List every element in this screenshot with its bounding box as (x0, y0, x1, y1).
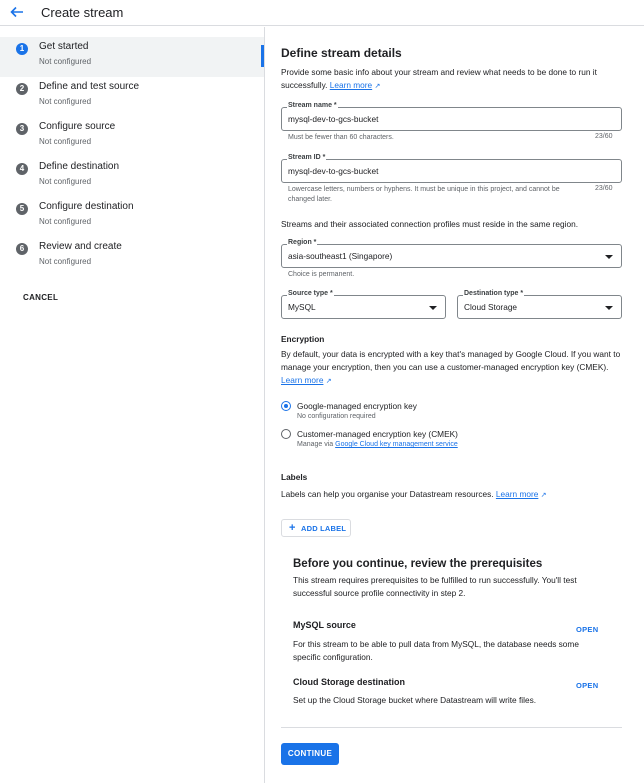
region-note: Streams and their associated connection profiles must reside in the same region. (281, 219, 578, 229)
step-title: Configure destination (39, 201, 134, 212)
stream-id-hint: Lowercase letters, numbers or hyphens. It must be unique in this project, and cannot be changed later. (288, 186, 560, 203)
region-value: asia-southeast1 (Singapore) (288, 251, 393, 261)
stream-id-value: mysql-dev-to-gcs-bucket (288, 166, 379, 176)
key-management-link[interactable]: Google Cloud key management service (335, 441, 458, 448)
encryption-heading: Encryption (281, 334, 325, 344)
step-status: Not configured (39, 257, 92, 266)
prerequisites-desc: This stream requires prerequisites to be fulfilled to run successfully. You'll test successful source profile connectivity in step 2. (293, 575, 577, 598)
prereq-item-desc: For this stream to be able to pull data from MySQL, the database needs some specific configuration. (293, 639, 579, 662)
chevron-down-icon (605, 255, 613, 259)
stream-id-label: Stream ID * (288, 154, 326, 161)
stepper-sidebar (0, 27, 265, 783)
encryption-desc: By default, your data is encrypted with a key that's managed by Google Cloud. If you want to manage your encryption, then you can use a customer-managed encryption key (CMEK). (281, 349, 621, 372)
chevron-down-icon (429, 306, 437, 310)
step-status: Not configured (39, 57, 92, 66)
external-link-icon: ↗ (540, 492, 547, 499)
section-title: Define stream details (281, 46, 402, 60)
source-type-label: Source type * (288, 290, 333, 297)
plus-icon: + (289, 522, 296, 534)
step-define-and-test-source[interactable] (0, 77, 264, 117)
google-managed-key-sub: No configuration required (297, 413, 376, 420)
step-number: 4 (16, 163, 28, 175)
add-label-button[interactable] (281, 519, 351, 537)
page-title: Create stream (41, 5, 124, 20)
stream-id-field[interactable] (281, 154, 622, 183)
source-type-select[interactable] (281, 290, 446, 319)
region-label: Region * (288, 239, 317, 246)
destination-type-select[interactable] (457, 290, 622, 319)
stream-name-counter: 23/60 (595, 133, 613, 140)
encryption-desc-block (281, 348, 626, 388)
cmek-sub (297, 441, 458, 448)
step-define-destination[interactable] (0, 157, 264, 197)
cmek-label: Customer-managed encryption key (CMEK) (297, 429, 458, 439)
step-number: 5 (16, 203, 28, 215)
step-title: Get started (39, 41, 89, 52)
learn-more-link[interactable]: Learn more (329, 80, 373, 90)
source-type-value: MySQL (288, 302, 316, 312)
step-status: Not configured (39, 217, 92, 226)
continue-button[interactable]: CONTINUE (281, 743, 339, 765)
labels-desc: Labels can help you organise your Datastream resources. (281, 489, 494, 499)
learn-more-link[interactable]: Learn more (281, 375, 324, 385)
learn-more-link[interactable]: Learn more (495, 489, 539, 499)
cancel-button[interactable]: CANCEL (23, 293, 59, 302)
labels-heading: Labels (281, 472, 308, 482)
step-title: Review and create (39, 241, 122, 252)
step-configure-source[interactable] (0, 117, 264, 157)
open-cloud-storage-button[interactable]: OPEN (576, 681, 599, 690)
stream-name-label: Stream name * (288, 102, 337, 109)
stream-id-counter: 23/60 (595, 185, 613, 192)
region-hint: Choice is permanent. (288, 271, 355, 278)
step-title: Define destination (39, 161, 120, 172)
step-status: Not configured (39, 97, 92, 106)
prereq-item-desc: Set up the Cloud Storage bucket where Datastream will write files. (293, 695, 537, 705)
active-step-indicator (261, 45, 264, 67)
google-managed-key-radio[interactable] (281, 401, 291, 411)
step-number: 3 (16, 123, 28, 135)
prereq-item-title: MySQL source (293, 620, 356, 630)
external-link-icon: ↗ (374, 83, 381, 90)
labels-desc-block (281, 488, 626, 502)
step-number: 6 (16, 243, 28, 255)
prerequisites-heading: Before you continue, review the prerequisites (293, 558, 543, 570)
chevron-down-icon (605, 306, 613, 310)
cmek-radio[interactable] (281, 429, 291, 439)
cmek-sub-prefix: Manage via (297, 441, 334, 448)
step-review-and-create[interactable] (0, 237, 264, 277)
top-bar (0, 0, 644, 26)
step-status: Not configured (39, 137, 92, 146)
step-status: Not configured (39, 177, 92, 186)
step-title: Define and test source (39, 81, 140, 92)
step-number: 2 (16, 83, 28, 95)
external-link-icon: ↗ (325, 378, 332, 385)
arrow-left-icon[interactable] (8, 4, 26, 20)
step-title: Configure source (39, 121, 116, 132)
prereq-item-title: Cloud Storage destination (293, 677, 406, 687)
stream-name-field[interactable] (281, 102, 622, 131)
google-managed-key-label: Google-managed encryption key (297, 401, 417, 411)
open-mysql-source-button[interactable]: OPEN (576, 625, 599, 634)
step-get-started[interactable] (0, 37, 264, 77)
intro-desc: Provide some basic info about your stream and review what needs to be done to run it successfully. (281, 67, 597, 90)
destination-type-value: Cloud Storage (464, 302, 518, 312)
stream-name-hint: Must be fewer than 60 characters. (288, 134, 394, 141)
stream-name-value: mysql-dev-to-gcs-bucket (288, 114, 379, 124)
intro-text (281, 66, 626, 93)
step-number: 1 (16, 43, 28, 55)
step-configure-destination[interactable] (0, 197, 264, 237)
add-label-text: ADD LABEL (301, 524, 347, 533)
destination-type-label: Destination type * (464, 290, 524, 297)
region-select[interactable] (281, 239, 622, 268)
